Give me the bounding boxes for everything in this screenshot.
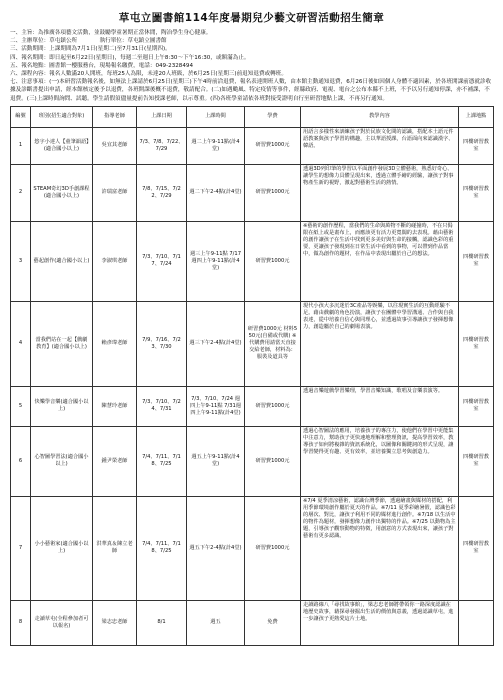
row-fee: 研習費1000元 xyxy=(245,386,301,426)
row-dates: 7/4、7/11、7/18、7/25 xyxy=(137,496,187,600)
row-place: 四樓研習教室 xyxy=(459,426,494,496)
row-place: 四樓研習教室 xyxy=(459,221,494,301)
row-content: 透過3D列印筆的學習以平面創作發展3D立體藝術，熟悉好奇心、讓學生的想像力具體呈現出來，透過立體手繪的經驗，讓孩子對事物產生新的視野，激起對藝術生活的熱情。 xyxy=(301,164,459,221)
intro-item-organizer: 二、主辦單位：草屯鎮公所 執行單位：草屯鎮立圖書館 xyxy=(10,38,167,45)
intro-item-period: 三、活動期間：上課期間為7月1日(星期二)至7月31日(星期四)。 xyxy=(10,46,171,53)
row-class: 當我們站在一起【戲劇教育】(適合國小以上) xyxy=(31,301,93,386)
row-fee: 研習費1000元 xyxy=(245,127,301,164)
row-time: 週五上午9-11點(計4堂) xyxy=(187,426,245,496)
row-fee: 研習費1000元 xyxy=(245,164,301,221)
table-row xyxy=(11,221,494,301)
course-table xyxy=(10,106,494,646)
row-time: 週三上午9-11點 7/17週四上午9-11點(計4堂) xyxy=(187,221,245,301)
header-class: 班別(招生適合對象) xyxy=(31,106,93,127)
row-place: 四樓研習教室 xyxy=(459,386,494,426)
table-row xyxy=(11,426,494,496)
row-class: 小小藝術家(適合國小以上) xyxy=(31,496,93,600)
row-place xyxy=(459,600,494,645)
row-teacher: 陳慧玲老師 xyxy=(93,386,137,426)
row-teacher: 鍾尹榮老師 xyxy=(93,426,137,496)
row-dates: 7/3、7/10、7/24、7/31 xyxy=(137,386,187,426)
row-dates: 7/3、7/10、7/17、7/24 xyxy=(137,221,187,301)
row-dates: 8/1 xyxy=(137,600,187,645)
table-row xyxy=(11,301,494,386)
row-content: ※藝術的創作歷程，當我們的生命與萬物不斷的碰撞時，不在只侷限在紙上或是畫布上，而應該更有活力更寬闊的去表現。藉由藝術的創作讓孩子在生活中找到更多美好與生命的接觸，認識色彩的重要，更讓孩子發現到在日常生活中看到的事物，可以帶到作品當中，做為創作的題材，在作品中表現出屬於自己的想法。 xyxy=(301,221,459,301)
row-time: 週五下午2-4點(計4堂) xyxy=(187,496,245,600)
row-no: 8 xyxy=(11,600,31,645)
intro-item-course-content: 六、課程內容：報名人數滿20人開班，每班25人為限，未達20人班級，於6月25日(星期三)前退知退費或轉班。 xyxy=(10,71,287,78)
row-fee: 研習費1000元 xyxy=(245,221,301,301)
row-content: 現代小孩大多沉迷於3C產品等娛樂，以往現實生活的互動經驗不足。藉由戲劇的角色扮演，讓孩子在團體中學習溝通、合作與自我表達，從中培養自信心與同理心，並透過故事引導讓孩子發揮想像力，創造屬於自己的劇場表演。 xyxy=(301,301,459,386)
row-place: 四樓研習教室 xyxy=(459,164,494,221)
row-class: 走讀草屯(全程參加者可以報名) xyxy=(31,600,93,645)
row-time: 週二上午9-11點(計4堂) xyxy=(187,127,245,164)
row-content: 透過音樂遊戲學習樂理，學習音樂知識，歌唱及音樂表演等。 xyxy=(301,386,459,426)
table-row xyxy=(11,496,494,600)
row-teacher: 賴彥瑋老師 xyxy=(93,301,137,386)
row-no: 2 xyxy=(11,164,31,221)
row-class: STEAM奇幻3D手創課程(適合國小以上) xyxy=(31,164,93,221)
row-teacher: 吳宜其老師 xyxy=(93,127,137,164)
table-row xyxy=(11,600,494,645)
row-place: 四樓研習教室 xyxy=(459,301,494,386)
table-row xyxy=(11,164,494,221)
row-no: 5 xyxy=(11,386,31,426)
intro-item-subject: 一、主旨：為推廣各項藝文活動，並鼓勵學童暑期正當休閒，陶冶學生身心健康。 xyxy=(10,30,212,36)
row-time: 週五 xyxy=(187,600,245,645)
row-fee: 免費 xyxy=(245,600,301,645)
row-content: ※7/4 夏季清涼藝術，認識台灣季節，透過繪畫與媒材的搭配，利用季節環境創作屬於夏天的作品。※7/11 夏季彩繪暑假，認識色彩的層次、對比，讓孩子利用不同的媒材進行創作。※7/18 以生活中的物件為題材，發揮想像力創作出獨特的作品。※7/25 以動物為主題，引導孩子觀察動物的特徵，用創意的方式表現出來，讓孩子對藝術有更多認識。 xyxy=(301,496,459,600)
row-content: 走讀路線八「尋找故事館」，梁志忠老師將帶領你一路深度認識在地歷史故事，藉探尋發掘出生活的價值與意義，透過認識草屯，進一步讓孩子更熱愛這片土地。 xyxy=(301,600,459,645)
page-title: 草屯立圖書館114年度暑期兒少藝文研習活動招生簡章 xyxy=(118,12,385,24)
header-teacher: 指導老師 xyxy=(93,106,137,127)
row-no: 7 xyxy=(11,496,31,600)
header-no: 編號 xyxy=(11,106,31,127)
row-teacher: 洪華真＆陳立老師 xyxy=(93,496,137,600)
header-place: 上課地點 xyxy=(459,106,494,127)
row-dates: 7/3、7/8、7/22、7/29 xyxy=(137,127,187,164)
row-time: 週二下午2-4點(計4堂) xyxy=(187,164,245,221)
row-fee: 研習費1000元 材料550元(自備或代購) ※代購費用請當天直接交給老師，材料為：服裝及道具等 xyxy=(245,301,301,386)
row-content: 透過心智圖法的應用，培養孩子的專注力，使他們在學習中更能集中注意力，幫助孩子更快速地理解和整理資訊，提高學習效率，教導孩子如何將複雜的資訊系統化，以圖像和關鍵詞的形式呈現，讓學習變得更有趣、更有效率，並培養獨立思考與創造力。 xyxy=(301,426,459,496)
header-fee: 學費 xyxy=(245,106,301,127)
intro-item-notes: 七、注意事項：(一)本研習活動報名後，如無法上課請於6月25日(星期三)下午4時前洽退費，報名表達開班人數，由本館主動通知退費，6月26日後如因個人身體不適因素，於各班開課前憑就診收據及診斷書提出申請，經本館核定後予以退費，各班開課後概不退費，敬請配合。(二)如遇颱風、特定疫情等事件，經縣政府、電視、電台之公布本縣不上班，不予以另行通知停課，亦不補課，不退費。(三)上課時間詢問、試聽。學生請假須儘量提前告知授課老師，以示尊重。(四)各班學童請依各班對接受證明自行至研習地點上課，不再另行通知。 xyxy=(10,79,492,102)
table-row xyxy=(11,386,494,426)
header-time: 上課時間 xyxy=(187,106,245,127)
intro-item-registration-place: 五、報名地點：圖書館一樓服務台，現場報名繳費，電話：049-2328494 xyxy=(10,62,194,69)
row-teacher: 李淑琪老師 xyxy=(93,221,137,301)
row-fee: 研習費1000元 xyxy=(245,426,301,496)
table-header-row xyxy=(11,106,494,127)
row-place: 四樓研習教室 xyxy=(459,127,494,164)
row-no: 6 xyxy=(11,426,31,496)
table-row xyxy=(11,127,494,164)
row-time: 週三下午2-4點(計4堂) xyxy=(187,301,245,386)
row-no: 3 xyxy=(11,221,31,301)
row-dates: 7/9、7/16、7/23、7/30 xyxy=(137,301,187,386)
row-class: 藝起創作(適合國小以上) xyxy=(31,221,93,301)
row-teacher: 梁志忠老師 xyxy=(93,600,137,645)
row-time: 7/3、7/10、7/24 週四上午9-11點 7/31週四上午9-11點(計4堂) xyxy=(187,386,245,426)
row-dates: 7/4、7/11、7/18、7/25 xyxy=(137,426,187,496)
row-class: 悠字小達人【童筆韻語】(適合國小以上) xyxy=(31,127,93,164)
header-dates: 上課日期 xyxy=(137,106,187,127)
intro-section xyxy=(10,29,493,103)
row-class: 心智圖學習法(適合國小以上) xyxy=(31,426,93,496)
intro-item-registration-period: 四、報名期間：即日起至6月22日(星期日)，每週二至週日上午8:30～下午16:30，或額滿為止。 xyxy=(10,54,250,61)
header-content: 教學內容 xyxy=(301,106,459,127)
row-content: 用語言多樣性來訓練孩子對於民族文化間的認識，搭配本土語元件語教案與孩子學習的構趣，主以華語授課，台語面向來認識漢字、韓語。 xyxy=(301,127,459,164)
row-dates: 7/8、7/15、7/22、7/29 xyxy=(137,164,187,221)
row-no: 1 xyxy=(11,127,31,164)
row-class: 快樂學音樂(適合國小以上) xyxy=(31,386,93,426)
row-teacher: 許瑞富老師 xyxy=(93,164,137,221)
row-fee: 研習費1000元 xyxy=(245,496,301,600)
row-place: 四樓研習教室 xyxy=(459,496,494,600)
row-no: 4 xyxy=(11,301,31,386)
